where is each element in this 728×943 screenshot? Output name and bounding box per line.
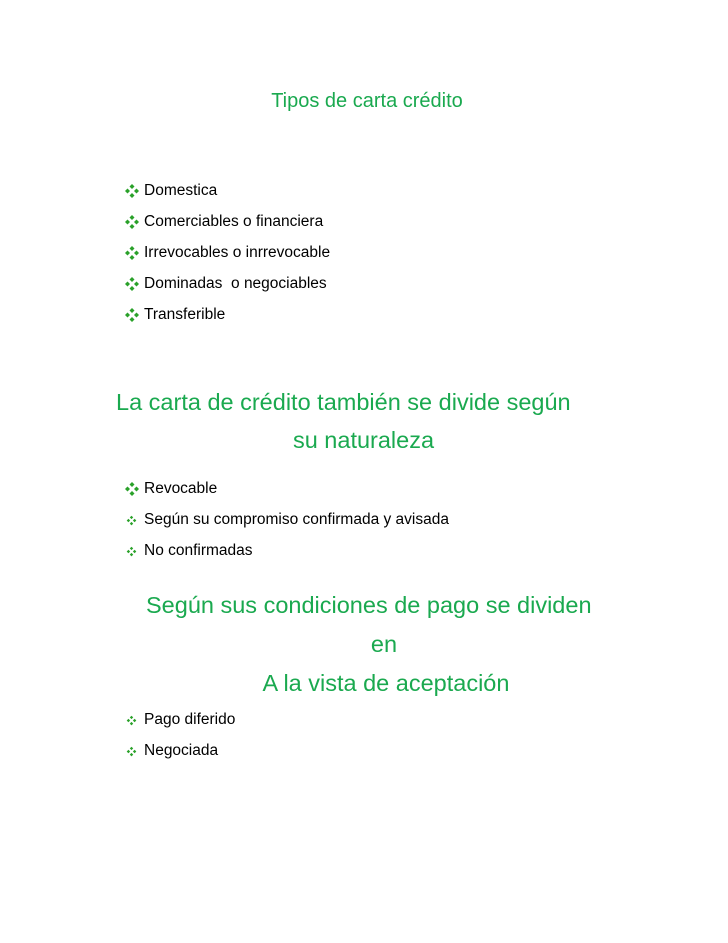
diamond-bullet-icon bbox=[124, 175, 140, 206]
list-item-text: Irrevocables o inrrevocable bbox=[144, 244, 331, 261]
diamond-bullet-icon bbox=[124, 206, 140, 237]
section-heading-payment: Según sus condiciones de pago se dividen bbox=[146, 592, 592, 618]
list-item-text: Revocable bbox=[144, 480, 218, 497]
section-heading-payment-continued: en bbox=[370, 631, 398, 657]
diamond-bullet-icon bbox=[124, 299, 140, 330]
list-item-text: Negociada bbox=[144, 742, 219, 759]
list-item-text: Según su compromiso confirmada y avisada bbox=[144, 511, 449, 528]
list-item-text: Domestica bbox=[144, 182, 218, 199]
diamond-bullet-icon bbox=[124, 237, 140, 268]
section-heading-nature: La carta de crédito también se divide según bbox=[116, 389, 571, 415]
diamond-bullet-icon bbox=[124, 473, 140, 504]
list-item-text: Dominadas o negociables bbox=[144, 275, 327, 292]
list-item-text: Transferible bbox=[144, 306, 226, 323]
list-item-text: No confirmadas bbox=[144, 542, 253, 559]
diamond-bullet-icon bbox=[126, 735, 142, 766]
page-title: Tipos de carta crédito bbox=[271, 90, 463, 112]
diamond-bullet-icon bbox=[124, 268, 140, 299]
diamond-bullet-icon bbox=[126, 504, 142, 535]
section-heading-payment-subtitle: A la vista de aceptación bbox=[262, 670, 510, 696]
list-item-text: Comerciables o financiera bbox=[144, 213, 324, 230]
diamond-bullet-icon bbox=[126, 704, 142, 735]
section-heading-nature-continued: su naturaleza bbox=[292, 427, 435, 453]
diamond-bullet-icon bbox=[126, 535, 142, 566]
list-item-text: Pago diferido bbox=[144, 711, 236, 728]
